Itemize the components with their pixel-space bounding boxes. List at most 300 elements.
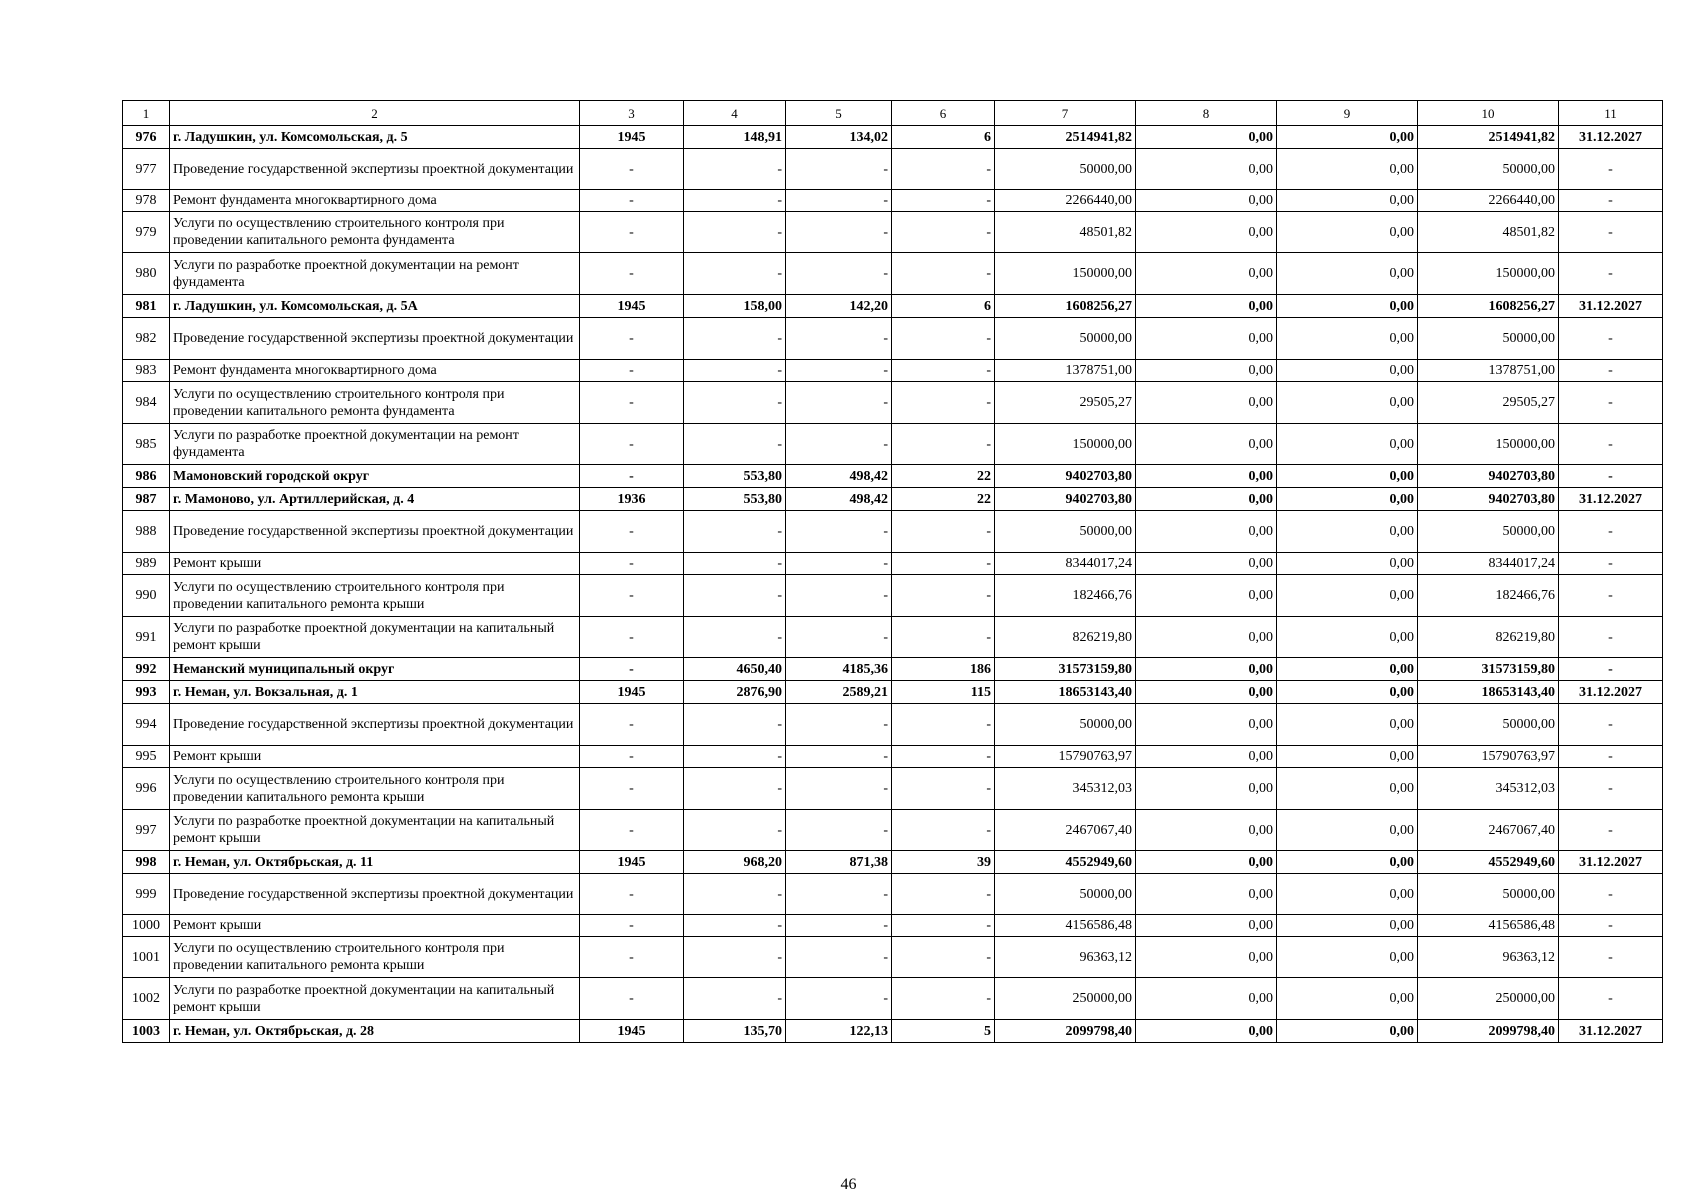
cell-col-9: 0,00 [1277, 382, 1418, 424]
column-header: 5 [786, 101, 892, 126]
cell-col-7: 15790763,97 [995, 746, 1136, 768]
row-name: Проведение государственной экспертизы проектной документации [170, 149, 580, 190]
cell-col-4: - [684, 810, 786, 851]
row-number: 996 [123, 768, 170, 810]
cell-col-6: - [892, 978, 995, 1020]
row-name: Услуги по осуществлению строительного контроля при проведении капитального ремонта фундамента [170, 212, 580, 253]
cell-col-7: 150000,00 [995, 253, 1136, 295]
cell-col-3: 1945 [580, 295, 684, 318]
cell-col-6: - [892, 318, 995, 360]
row-number: 976 [123, 126, 170, 149]
cell-col-10: 31573159,80 [1418, 658, 1559, 681]
cell-col-4: 968,20 [684, 851, 786, 874]
table-row [123, 126, 1663, 149]
cell-col-9: 0,00 [1277, 810, 1418, 851]
cell-col-6: - [892, 746, 995, 768]
cell-col-3: 1945 [580, 1020, 684, 1043]
cell-col-6: - [892, 149, 995, 190]
row-name: Проведение государственной экспертизы проектной документации [170, 704, 580, 746]
cell-col-10: 96363,12 [1418, 937, 1559, 978]
cell-col-4: - [684, 511, 786, 553]
cell-col-3: - [580, 212, 684, 253]
cell-col-10: 50000,00 [1418, 318, 1559, 360]
row-number: 1002 [123, 978, 170, 1020]
row-name: Мамоновский городской округ [170, 465, 580, 488]
cell-col-3: - [580, 978, 684, 1020]
cell-col-7: 50000,00 [995, 511, 1136, 553]
column-header: 4 [684, 101, 786, 126]
column-header: 1 [123, 101, 170, 126]
cell-col-11: - [1559, 465, 1663, 488]
cell-col-11: 31.12.2027 [1559, 295, 1663, 318]
cell-col-6: - [892, 253, 995, 295]
cell-col-11: - [1559, 874, 1663, 915]
cell-col-11: - [1559, 382, 1663, 424]
column-header: 9 [1277, 101, 1418, 126]
table-row [123, 617, 1663, 658]
table-row [123, 768, 1663, 810]
cell-col-4: 4650,40 [684, 658, 786, 681]
row-number: 994 [123, 704, 170, 746]
cell-col-5: - [786, 253, 892, 295]
row-number: 984 [123, 382, 170, 424]
cell-col-10: 48501,82 [1418, 212, 1559, 253]
cell-col-7: 29505,27 [995, 382, 1136, 424]
cell-col-10: 4552949,60 [1418, 851, 1559, 874]
cell-col-8: 0,00 [1136, 488, 1277, 511]
cell-col-3: - [580, 915, 684, 937]
cell-col-8: 0,00 [1136, 658, 1277, 681]
cell-col-4: - [684, 382, 786, 424]
row-number: 998 [123, 851, 170, 874]
cell-col-9: 0,00 [1277, 212, 1418, 253]
cell-col-11: - [1559, 704, 1663, 746]
cell-col-3: 1945 [580, 681, 684, 704]
row-number: 993 [123, 681, 170, 704]
table-row [123, 874, 1663, 915]
cell-col-10: 18653143,40 [1418, 681, 1559, 704]
cell-col-9: 0,00 [1277, 937, 1418, 978]
row-name: Проведение государственной экспертизы проектной документации [170, 318, 580, 360]
cell-col-4: - [684, 212, 786, 253]
cell-col-8: 0,00 [1136, 1020, 1277, 1043]
cell-col-3: - [580, 874, 684, 915]
cell-col-8: 0,00 [1136, 915, 1277, 937]
table-row [123, 746, 1663, 768]
cell-col-4: - [684, 575, 786, 617]
cell-col-8: 0,00 [1136, 318, 1277, 360]
cell-col-6: - [892, 511, 995, 553]
cell-col-4: - [684, 553, 786, 575]
cell-col-4: - [684, 768, 786, 810]
cell-col-8: 0,00 [1136, 382, 1277, 424]
row-name: Услуги по осуществлению строительного контроля при проведении капитального ремонта крыши [170, 575, 580, 617]
table-row [123, 915, 1663, 937]
cell-col-8: 0,00 [1136, 978, 1277, 1020]
cell-col-7: 50000,00 [995, 704, 1136, 746]
row-number: 985 [123, 424, 170, 465]
cell-col-9: 0,00 [1277, 704, 1418, 746]
repair-program-table [122, 100, 1663, 1043]
cell-col-11: - [1559, 360, 1663, 382]
row-name: г. Неман, ул. Октябрьская, д. 11 [170, 851, 580, 874]
cell-col-10: 50000,00 [1418, 149, 1559, 190]
cell-col-9: 0,00 [1277, 424, 1418, 465]
cell-col-5: - [786, 318, 892, 360]
cell-col-4: 158,00 [684, 295, 786, 318]
column-header: 3 [580, 101, 684, 126]
cell-col-8: 0,00 [1136, 851, 1277, 874]
column-header-row [123, 101, 1663, 126]
cell-col-4: - [684, 937, 786, 978]
column-header: 10 [1418, 101, 1559, 126]
cell-col-11: 31.12.2027 [1559, 126, 1663, 149]
row-name: Ремонт крыши [170, 553, 580, 575]
cell-col-5: - [786, 937, 892, 978]
row-number: 982 [123, 318, 170, 360]
cell-col-7: 826219,80 [995, 617, 1136, 658]
cell-col-6: 6 [892, 295, 995, 318]
cell-col-4: - [684, 915, 786, 937]
cell-col-6: - [892, 424, 995, 465]
cell-col-3: - [580, 190, 684, 212]
cell-col-5: 498,42 [786, 488, 892, 511]
cell-col-7: 31573159,80 [995, 658, 1136, 681]
cell-col-6: 186 [892, 658, 995, 681]
cell-col-5: - [786, 704, 892, 746]
row-name: Услуги по разработке проектной документации на капитальный ремонт крыши [170, 978, 580, 1020]
cell-col-3: - [580, 746, 684, 768]
cell-col-4: - [684, 746, 786, 768]
cell-col-10: 150000,00 [1418, 253, 1559, 295]
row-number: 1001 [123, 937, 170, 978]
cell-col-11: - [1559, 575, 1663, 617]
cell-col-7: 18653143,40 [995, 681, 1136, 704]
cell-col-7: 2266440,00 [995, 190, 1136, 212]
cell-col-6: 6 [892, 126, 995, 149]
cell-col-7: 50000,00 [995, 318, 1136, 360]
cell-col-11: - [1559, 253, 1663, 295]
row-name: Услуги по разработке проектной документации на капитальный ремонт крыши [170, 617, 580, 658]
row-name: Услуги по разработке проектной документации на ремонт фундамента [170, 253, 580, 295]
cell-col-8: 0,00 [1136, 617, 1277, 658]
row-name: г. Ладушкин, ул. Комсомольская, д. 5 [170, 126, 580, 149]
cell-col-8: 0,00 [1136, 424, 1277, 465]
cell-col-11: 31.12.2027 [1559, 681, 1663, 704]
cell-col-11: 31.12.2027 [1559, 488, 1663, 511]
cell-col-7: 4156586,48 [995, 915, 1136, 937]
table-row [123, 212, 1663, 253]
cell-col-6: - [892, 768, 995, 810]
cell-col-5: - [786, 424, 892, 465]
table-row [123, 937, 1663, 978]
row-number: 1003 [123, 1020, 170, 1043]
cell-col-6: - [892, 575, 995, 617]
table-row [123, 681, 1663, 704]
cell-col-9: 0,00 [1277, 575, 1418, 617]
table-row [123, 424, 1663, 465]
cell-col-7: 50000,00 [995, 149, 1136, 190]
row-name: Услуги по осуществлению строительного контроля при проведении капитального ремонта крыши [170, 937, 580, 978]
table-row [123, 553, 1663, 575]
cell-col-6: - [892, 553, 995, 575]
cell-col-3: - [580, 511, 684, 553]
cell-col-3: - [580, 360, 684, 382]
cell-col-10: 345312,03 [1418, 768, 1559, 810]
cell-col-9: 0,00 [1277, 1020, 1418, 1043]
table-row [123, 318, 1663, 360]
cell-col-4: - [684, 424, 786, 465]
row-number: 999 [123, 874, 170, 915]
cell-col-11: - [1559, 746, 1663, 768]
cell-col-7: 2467067,40 [995, 810, 1136, 851]
cell-col-7: 9402703,80 [995, 465, 1136, 488]
cell-col-9: 0,00 [1277, 851, 1418, 874]
cell-col-6: - [892, 874, 995, 915]
cell-col-8: 0,00 [1136, 149, 1277, 190]
table-row [123, 382, 1663, 424]
row-name: Ремонт фундамента многоквартирного дома [170, 360, 580, 382]
row-number: 991 [123, 617, 170, 658]
cell-col-11: - [1559, 810, 1663, 851]
row-name: Проведение государственной экспертизы проектной документации [170, 511, 580, 553]
cell-col-5: - [786, 190, 892, 212]
cell-col-6: - [892, 617, 995, 658]
cell-col-4: - [684, 149, 786, 190]
cell-col-4: - [684, 874, 786, 915]
cell-col-3: - [580, 768, 684, 810]
cell-col-8: 0,00 [1136, 704, 1277, 746]
cell-col-8: 0,00 [1136, 681, 1277, 704]
cell-col-10: 15790763,97 [1418, 746, 1559, 768]
cell-col-10: 2266440,00 [1418, 190, 1559, 212]
cell-col-6: - [892, 382, 995, 424]
cell-col-4: - [684, 617, 786, 658]
cell-col-10: 50000,00 [1418, 511, 1559, 553]
cell-col-8: 0,00 [1136, 511, 1277, 553]
cell-col-7: 1378751,00 [995, 360, 1136, 382]
cell-col-7: 4552949,60 [995, 851, 1136, 874]
table-row [123, 511, 1663, 553]
cell-col-9: 0,00 [1277, 681, 1418, 704]
cell-col-6: - [892, 704, 995, 746]
cell-col-11: - [1559, 318, 1663, 360]
cell-col-9: 0,00 [1277, 874, 1418, 915]
cell-col-9: 0,00 [1277, 126, 1418, 149]
row-name: Неманский муниципальный округ [170, 658, 580, 681]
cell-col-8: 0,00 [1136, 937, 1277, 978]
cell-col-10: 182466,76 [1418, 575, 1559, 617]
table-row [123, 704, 1663, 746]
cell-col-8: 0,00 [1136, 190, 1277, 212]
cell-col-11: - [1559, 617, 1663, 658]
page-number: 46 [840, 1176, 857, 1193]
row-name: Услуги по разработке проектной документации на ремонт фундамента [170, 424, 580, 465]
cell-col-9: 0,00 [1277, 553, 1418, 575]
cell-col-11: 31.12.2027 [1559, 851, 1663, 874]
table-row [123, 810, 1663, 851]
cell-col-7: 50000,00 [995, 874, 1136, 915]
cell-col-8: 0,00 [1136, 874, 1277, 915]
cell-col-9: 0,00 [1277, 149, 1418, 190]
cell-col-10: 50000,00 [1418, 704, 1559, 746]
cell-col-7: 96363,12 [995, 937, 1136, 978]
cell-col-3: - [580, 810, 684, 851]
cell-col-3: 1945 [580, 851, 684, 874]
cell-col-10: 9402703,80 [1418, 465, 1559, 488]
cell-col-10: 29505,27 [1418, 382, 1559, 424]
cell-col-6: - [892, 360, 995, 382]
cell-col-9: 0,00 [1277, 488, 1418, 511]
table-row [123, 658, 1663, 681]
cell-col-11: - [1559, 937, 1663, 978]
cell-col-6: - [892, 937, 995, 978]
row-number: 988 [123, 511, 170, 553]
row-number: 986 [123, 465, 170, 488]
cell-col-4: 553,80 [684, 488, 786, 511]
row-name: г. Неман, ул. Октябрьская, д. 28 [170, 1020, 580, 1043]
cell-col-7: 182466,76 [995, 575, 1136, 617]
cell-col-5: 142,20 [786, 295, 892, 318]
cell-col-10: 8344017,24 [1418, 553, 1559, 575]
cell-col-8: 0,00 [1136, 553, 1277, 575]
cell-col-5: - [786, 511, 892, 553]
cell-col-3: - [580, 318, 684, 360]
cell-col-11: - [1559, 190, 1663, 212]
table-row [123, 253, 1663, 295]
cell-col-7: 2099798,40 [995, 1020, 1136, 1043]
cell-col-6: - [892, 212, 995, 253]
cell-col-5: - [786, 978, 892, 1020]
table-row [123, 295, 1663, 318]
cell-col-8: 0,00 [1136, 126, 1277, 149]
row-number: 979 [123, 212, 170, 253]
cell-col-3: - [580, 658, 684, 681]
row-number: 990 [123, 575, 170, 617]
cell-col-8: 0,00 [1136, 465, 1277, 488]
cell-col-9: 0,00 [1277, 465, 1418, 488]
row-number: 1000 [123, 915, 170, 937]
cell-col-5: 4185,36 [786, 658, 892, 681]
table-row [123, 851, 1663, 874]
row-number: 981 [123, 295, 170, 318]
cell-col-9: 0,00 [1277, 190, 1418, 212]
cell-col-7: 150000,00 [995, 424, 1136, 465]
row-name: Ремонт крыши [170, 746, 580, 768]
cell-col-5: - [786, 212, 892, 253]
cell-col-8: 0,00 [1136, 360, 1277, 382]
cell-col-5: - [786, 553, 892, 575]
row-name: Ремонт крыши [170, 915, 580, 937]
row-number: 995 [123, 746, 170, 768]
table-row [123, 1020, 1663, 1043]
cell-col-8: 0,00 [1136, 575, 1277, 617]
cell-col-9: 0,00 [1277, 768, 1418, 810]
cell-col-9: 0,00 [1277, 253, 1418, 295]
cell-col-6: 22 [892, 488, 995, 511]
cell-col-3: 1945 [580, 126, 684, 149]
cell-col-3: - [580, 465, 684, 488]
table-row [123, 488, 1663, 511]
cell-col-5: 498,42 [786, 465, 892, 488]
cell-col-8: 0,00 [1136, 253, 1277, 295]
cell-col-10: 2467067,40 [1418, 810, 1559, 851]
cell-col-10: 150000,00 [1418, 424, 1559, 465]
cell-col-5: - [786, 874, 892, 915]
cell-col-4: - [684, 253, 786, 295]
row-name: г. Ладушкин, ул. Комсомольская, д. 5А [170, 295, 580, 318]
cell-col-5: 134,02 [786, 126, 892, 149]
cell-col-5: - [786, 382, 892, 424]
cell-col-3: - [580, 553, 684, 575]
cell-col-5: - [786, 575, 892, 617]
row-name: г. Неман, ул. Вокзальная, д. 1 [170, 681, 580, 704]
cell-col-9: 0,00 [1277, 360, 1418, 382]
cell-col-3: - [580, 382, 684, 424]
cell-col-4: - [684, 360, 786, 382]
cell-col-3: - [580, 575, 684, 617]
cell-col-10: 250000,00 [1418, 978, 1559, 1020]
cell-col-10: 2099798,40 [1418, 1020, 1559, 1043]
cell-col-7: 8344017,24 [995, 553, 1136, 575]
row-number: 989 [123, 553, 170, 575]
cell-col-10: 4156586,48 [1418, 915, 1559, 937]
cell-col-11: - [1559, 978, 1663, 1020]
cell-col-7: 250000,00 [995, 978, 1136, 1020]
cell-col-5: 871,38 [786, 851, 892, 874]
cell-col-4: 135,70 [684, 1020, 786, 1043]
row-number: 978 [123, 190, 170, 212]
cell-col-11: - [1559, 915, 1663, 937]
cell-col-8: 0,00 [1136, 810, 1277, 851]
table-row [123, 465, 1663, 488]
cell-col-8: 0,00 [1136, 295, 1277, 318]
cell-col-9: 0,00 [1277, 978, 1418, 1020]
column-header: 11 [1559, 101, 1663, 126]
cell-col-7: 48501,82 [995, 212, 1136, 253]
cell-col-4: 148,91 [684, 126, 786, 149]
cell-col-8: 0,00 [1136, 746, 1277, 768]
cell-col-9: 0,00 [1277, 318, 1418, 360]
cell-col-3: - [580, 424, 684, 465]
cell-col-4: - [684, 704, 786, 746]
cell-col-5: - [786, 746, 892, 768]
row-number: 987 [123, 488, 170, 511]
row-number: 977 [123, 149, 170, 190]
cell-col-11: - [1559, 511, 1663, 553]
cell-col-6: 39 [892, 851, 995, 874]
cell-col-9: 0,00 [1277, 617, 1418, 658]
cell-col-6: 5 [892, 1020, 995, 1043]
cell-col-7: 9402703,80 [995, 488, 1136, 511]
cell-col-11: - [1559, 424, 1663, 465]
cell-col-6: - [892, 810, 995, 851]
cell-col-7: 345312,03 [995, 768, 1136, 810]
cell-col-10: 2514941,82 [1418, 126, 1559, 149]
cell-col-10: 1608256,27 [1418, 295, 1559, 318]
cell-col-9: 0,00 [1277, 915, 1418, 937]
cell-col-4: - [684, 318, 786, 360]
table-row [123, 190, 1663, 212]
table-row [123, 978, 1663, 1020]
row-name: Услуги по осуществлению строительного контроля при проведении капитального ремонта фундамента [170, 382, 580, 424]
cell-col-3: - [580, 617, 684, 658]
cell-col-9: 0,00 [1277, 295, 1418, 318]
cell-col-11: - [1559, 212, 1663, 253]
cell-col-5: - [786, 617, 892, 658]
cell-col-11: - [1559, 553, 1663, 575]
cell-col-11: - [1559, 149, 1663, 190]
